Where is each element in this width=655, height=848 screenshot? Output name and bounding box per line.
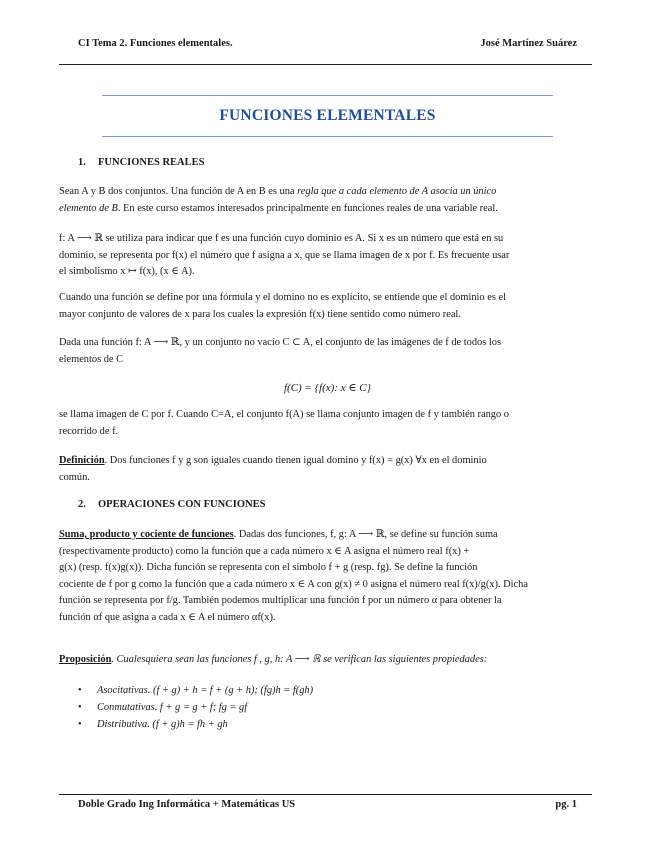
text-line: g(x) (resp. f(x)g(x)). Dicha función se representa con el símbolo f + g (resp. fg). Se define la función [59,562,478,573]
footer-rule [59,794,592,795]
section-title: OPERACIONES CON FUNCIONES [98,499,266,510]
text-line: función se representa por f/g. También podemos multiplicar una función f por un número α para obtener la [59,595,502,606]
section-number: 1. [78,157,86,168]
definition-term: Definición [59,455,105,466]
paragraph-domain [59,290,597,323]
paragraph-image-set [59,335,597,368]
page-title: FUNCIONES ELEMENTALES [219,107,436,124]
text-line: Dada una función f: A ⟶ ℝ, y un conjunto no vacío C ⊂ A, el conjunto de las imágenes de f de todos los [59,337,502,348]
paragraph-operations: Suma, producto y cociente de funciones. Dadas dos funciones, f, g: A ⟶ ℝ, se define su función suma (respectivamente producto) como la función que a cada número x ∈ A asigna el número real f(x) + g(x) (resp. f(x)g(x)). Dicha función se representa con el símbolo f + g (resp. fg). Se define la función cociente de f por g como la función que a cada número x ∈ A con g(x) ≠ 0 asigna el número real f(x)/g(x). Dicha función se representa por f/g. También podemos multiplicar una función f por un número α para obtener la función αf que asigna a cada x ∈ A el número αf(x). [59,527,597,626]
footer-program: Doble Grado Ing Informática + Matemáticas US [78,799,296,810]
title-rule-top [102,95,553,96]
text-line: el simbolismo x ↦ f(x), (x ∈ A). [59,266,195,277]
proposition-term: Proposición [59,654,112,665]
emphasis-text: regla que a cada elemento de A asocia un único [297,186,497,197]
header-rule [59,64,592,65]
page-footer [78,799,577,815]
section-heading-2 [78,499,265,510]
list-item: • Distributiva. (f + g)h = fh + gh [78,716,578,733]
text-line: función αf que asigna a cada x ∈ A el número αf(x). [59,611,276,623]
bullet-icon: • [78,719,82,730]
text-line: se llama imagen de C por f. Cuando C=A, el conjunto f(A) se llama conjunto imagen de f y también rango o [59,409,509,420]
text-line: (respectivamente producto) como la función que a cada número x ∈ A asigna el número real f(x) + [59,545,470,557]
bullet-icon: • [78,702,82,713]
equation-image-set: f(C) = {f(x): x ∈ C} [284,382,371,394]
paragraph-proposition: Proposición. Cualesquiera sean las funciones f , g, h: A ⟶ ℝ se verifican las siguientes propiedades: [59,654,488,665]
paragraph-definition-equal: Definición. Dos funciones f y g son iguales cuando tienen igual domino y f(x) = g(x) ∀x en el dominio común. [59,453,597,486]
text-line: cociente de f por g como la función que a cada número x ∈ A con g(x) ≠ 0 asigna el número real f(x)/g(x). Dicha [59,578,528,590]
text-line: f: A ⟶ ℝ se utiliza para indicar que f es una función cuyo dominio es A. Si x es un número que está en su [59,233,504,244]
paragraph-range [59,407,597,440]
page-header [78,38,577,54]
section-number: 2. [78,499,86,510]
text-line: Cuando una función se define por una fórmula y el domino no es explícito, se entiende que el dominio es el [59,292,506,303]
paragraph-notation [59,231,597,281]
text-line: mayor conjunto de valores de x para los cuales la expresión f(x) tiene sentido como número real. [59,308,461,320]
footer-page-number: pg. 1 [555,799,577,810]
title-rule-bottom [102,136,553,137]
text-line: común. [59,471,90,483]
definition-term: Suma, producto y cociente de funciones [59,529,234,540]
section-title: FUNCIONES REALES [98,157,205,168]
bullet-icon: • [78,685,82,696]
list-item: • Conmutativas. f + g = g + f; fg = gf [78,699,578,716]
paragraph-function-definition: Sean A y B dos conjuntos. Una función de A en B es una regla que a cada elemento de A asocia un único elemento de B. En este curso estamos interesados principalmente en funciones reales de una variable real. [59,186,498,214]
header-author: José Martínez Suárez [480,38,577,49]
text-line: recorrido de f. [59,425,119,437]
properties-list [78,682,578,733]
section-heading-1 [78,157,204,168]
text-line: dominio, se representa por f(x) el número que f asigna a x, que se llama imagen de x por f. Es frecuente usar [59,249,510,261]
emphasis-text: elemento de B [59,202,118,214]
text-line: elementos de C [59,353,124,365]
header-chapter: CI Tema 2. Funciones elementales. [78,38,233,49]
list-item: • Asocitativas. (f + g) + h = f + (g + h); (fg)h = f(gh) [78,682,578,699]
